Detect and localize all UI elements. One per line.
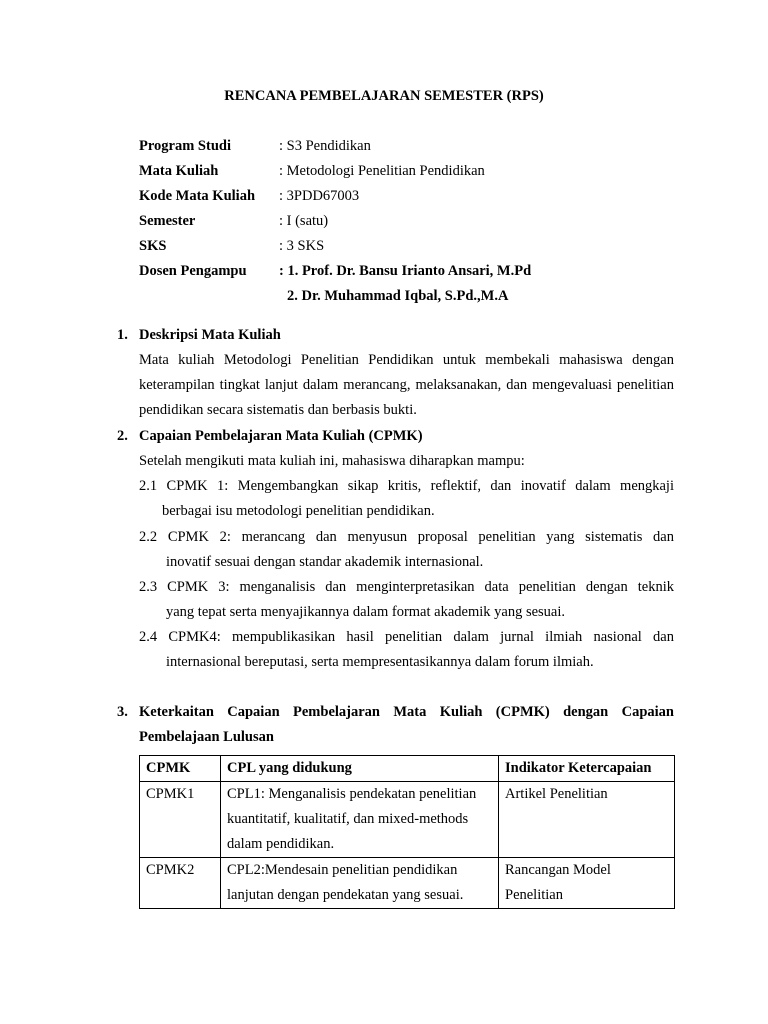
table-header-row xyxy=(140,756,675,782)
section-3-heading-cont: Pembelajaan Lulusan xyxy=(139,729,274,745)
info-value: : 3PDD67003 xyxy=(279,188,360,204)
info-value: : 1. Prof. Dr. Bansu Irianto Ansari, M.Pd xyxy=(279,263,532,279)
cpmk-cpl-table xyxy=(139,755,675,909)
info-value: 2. Dr. Muhammad Iqbal, S.Pd.,M.A xyxy=(287,288,509,304)
table-cell: Rancangan Model Penelitian xyxy=(499,858,675,909)
table-row xyxy=(140,782,675,858)
section-number: 1. xyxy=(117,327,128,343)
cpmk-item-cont: berbagai isu metodologi penelitian pendidikan. xyxy=(162,503,435,519)
table-header: Indikator Ketercapaian xyxy=(499,756,675,782)
section-title: Capaian Pembelajaran Mata Kuliah (CPMK) xyxy=(139,428,423,444)
table-cell: CPMK2 xyxy=(140,858,221,909)
table-cell: Artikel Penelitian xyxy=(499,782,675,858)
table-cell: CPL1: Menganalisis pendekatan penelitian kuantitatif, kualitatif, dan mixed-methods dalam pendidikan. xyxy=(221,782,499,858)
cpmk-item-line: 2.2 CPMK 2: merancang dan menyusun proposal penelitian yang sistematis dan xyxy=(139,529,674,545)
info-row-sks xyxy=(139,237,699,262)
section-1-heading xyxy=(117,327,281,344)
cpmk-item-cont: internasional bereputasi, serta mempresentasikannya dalam forum ilmiah. xyxy=(166,654,594,670)
table-cell: CPL2:Mendesain penelitian pendidikan lanjutan dengan pendekatan yang sesuai. xyxy=(221,858,499,909)
section-3-number xyxy=(117,704,128,721)
info-value: : Metodologi Penelitian Pendidikan xyxy=(279,163,485,179)
info-row-program xyxy=(139,137,699,162)
cpmk-item xyxy=(139,625,674,675)
section-title: Deskripsi Mata Kuliah xyxy=(139,327,281,343)
info-value: : I (satu) xyxy=(279,213,329,229)
info-label: Mata Kuliah xyxy=(139,163,219,179)
course-description: Mata kuliah Metodologi Penelitian Pendidikan untuk membekali mahasiswa dengan keterampilan tingkat lanjut dalam merancang, melaksanakan, dan mengevaluasi penelitian pendidikan secara sistematis dan berbasis bukti. xyxy=(139,352,674,418)
cpmk-item-cont: yang tepat serta menyajikannya dalam format akademik yang sesuai. xyxy=(166,604,566,620)
info-label: Program Studi xyxy=(139,138,231,154)
info-value: : S3 Pendidikan xyxy=(279,138,371,154)
cpmk-item xyxy=(139,575,674,625)
info-row-lecturer-2 xyxy=(139,287,699,312)
cpmk-intro: Setelah mengikuti mata kuliah ini, mahasiswa diharapkan mampu: xyxy=(139,453,525,469)
cpmk-item-line: 2.4 CPMK4: mempublikasikan hasil penelitian dalam jurnal ilmiah nasional dan xyxy=(139,629,674,645)
info-label: Semester xyxy=(139,213,196,229)
info-label: Kode Mata Kuliah xyxy=(139,188,256,204)
info-row-lecturer xyxy=(139,262,699,287)
table-cell: CPMK1 xyxy=(140,782,221,858)
info-row-course xyxy=(139,162,699,187)
info-row-code xyxy=(139,187,699,212)
course-info xyxy=(139,137,699,312)
section-2-heading xyxy=(117,428,423,445)
cpmk-item xyxy=(139,525,674,575)
cpmk-item-line: 2.1 CPMK 1: Mengembangkan sikap kritis, reflektif, dan inovatif dalam mengkaji xyxy=(139,478,674,494)
info-label: Dosen Pengampu xyxy=(139,263,247,279)
info-row-semester xyxy=(139,212,699,237)
info-label: SKS xyxy=(139,238,167,254)
cpmk-item-cont: inovatif sesuai dengan standar akademik internasional. xyxy=(166,554,484,570)
cpmk-item-line: 2.3 CPMK 3: menganalisis dan menginterpretasikan data penelitian dengan teknik xyxy=(139,579,674,595)
table-header: CPL yang didukung xyxy=(221,756,499,782)
table-header: CPMK xyxy=(140,756,221,782)
info-value: : 3 SKS xyxy=(279,238,325,254)
section-3-heading: Keterkaitan Capaian Pembelajaran Mata Kuliah (CPMK) dengan Capaian xyxy=(139,704,674,720)
cpmk-item xyxy=(139,474,674,524)
section-number: 3. xyxy=(117,704,128,720)
table-row xyxy=(140,858,675,909)
section-number: 2. xyxy=(117,428,128,444)
document-title: RENCANA PEMBELAJARAN SEMESTER (RPS) xyxy=(224,88,544,104)
